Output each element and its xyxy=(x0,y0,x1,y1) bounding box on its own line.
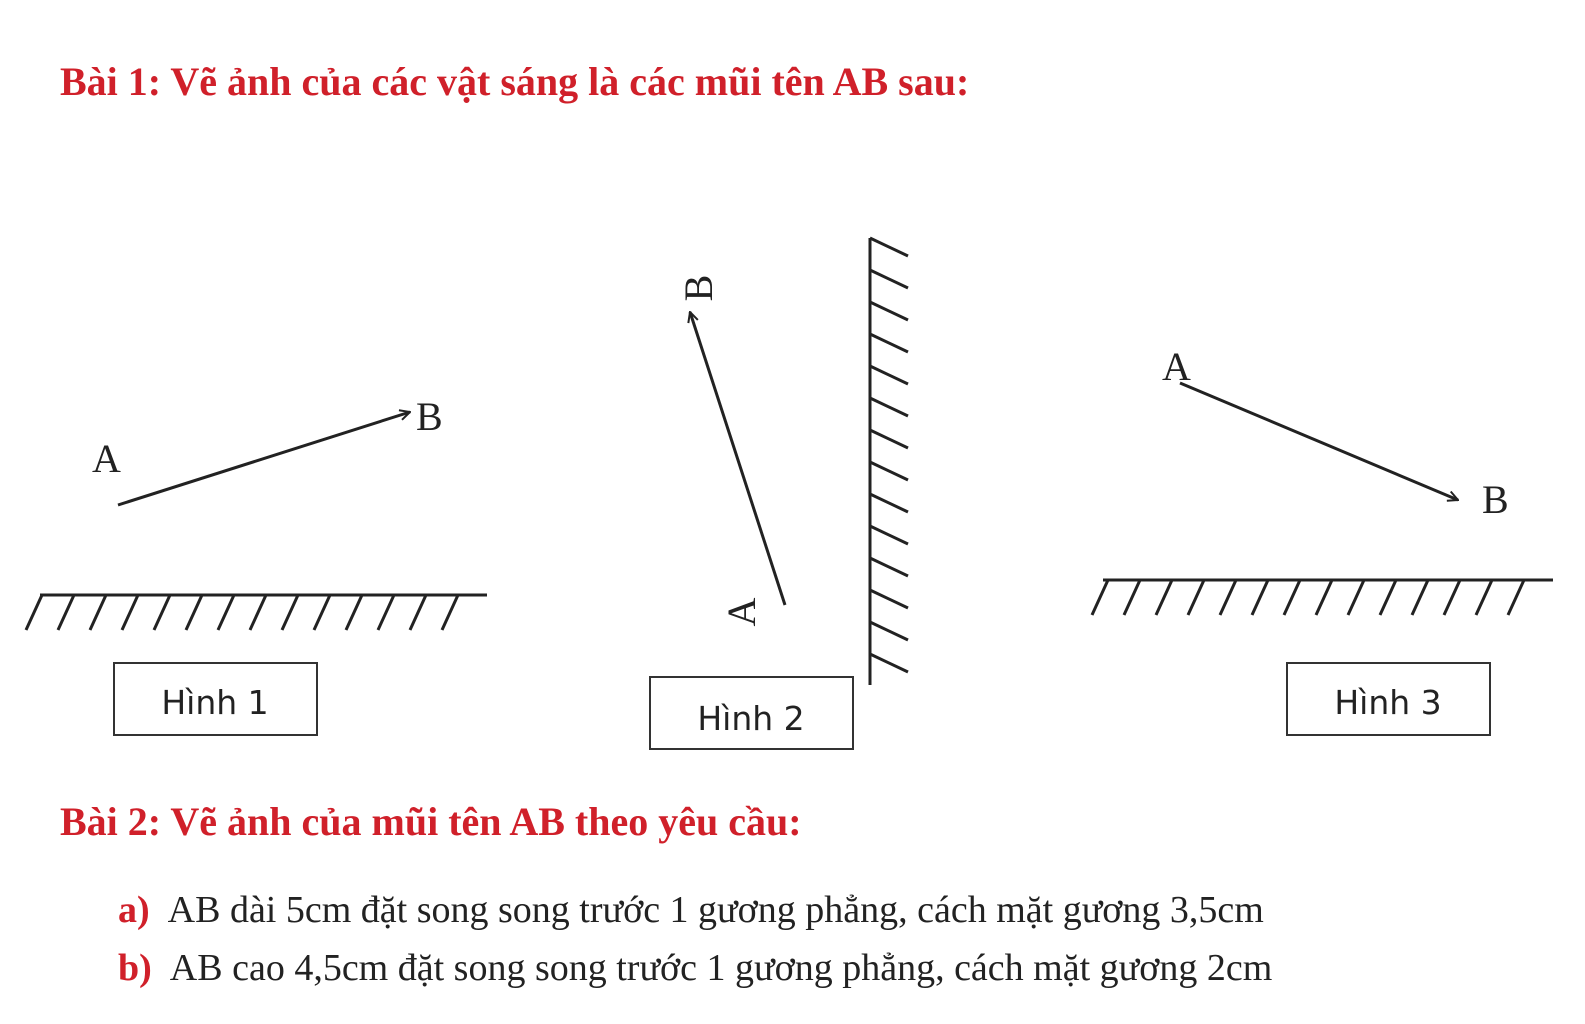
hatch-line xyxy=(1124,580,1140,615)
hatch-line xyxy=(870,430,908,448)
hatch-line xyxy=(378,595,394,630)
item-a-marker: a) xyxy=(118,889,150,931)
mirror-2-hatching xyxy=(870,238,908,672)
hatch-line xyxy=(870,494,908,512)
hatch-line xyxy=(870,398,908,416)
arrow-ab-3 xyxy=(1180,383,1458,500)
item-a-text: AB dài 5cm đặt song song trước 1 gương phẳng, cách mặt gương 3,5cm xyxy=(167,889,1264,931)
hatch-line xyxy=(1252,580,1268,615)
hatch-line xyxy=(870,622,908,640)
item-b-text: AB cao 4,5cm đặt song song trước 1 gương phẳng, cách mặt gương 2cm xyxy=(169,947,1273,989)
exercise-2-title: Bài 2: Vẽ ảnh của mũi tên AB theo yêu cầu: xyxy=(60,799,802,844)
hatch-line xyxy=(58,595,74,630)
label-b-1: B xyxy=(416,394,443,439)
exercise-2-item-b xyxy=(118,946,1272,990)
item-b-marker: b) xyxy=(118,947,152,989)
hatch-line xyxy=(1412,580,1428,615)
figure-3-caption: Hình 3 xyxy=(1334,683,1442,722)
hatch-line xyxy=(870,654,908,672)
hatch-line xyxy=(186,595,202,630)
hatch-line xyxy=(1092,580,1108,615)
mirror-3-hatching xyxy=(1092,580,1524,615)
hatch-line xyxy=(154,595,170,630)
mirror-1-hatching xyxy=(26,595,458,630)
hatch-line xyxy=(314,595,330,630)
label-b-2: B xyxy=(676,274,721,302)
hatch-line xyxy=(122,595,138,630)
hatch-line xyxy=(250,595,266,630)
hatch-line xyxy=(870,526,908,544)
hatch-line xyxy=(870,462,908,480)
hatch-line xyxy=(1348,580,1364,615)
hatch-line xyxy=(1284,580,1300,615)
hatch-line xyxy=(1220,580,1236,615)
hatch-line xyxy=(870,590,908,608)
label-a-3: A xyxy=(1162,344,1191,389)
hatch-line xyxy=(1156,580,1172,615)
hatch-line xyxy=(870,366,908,384)
label-a-2: A xyxy=(719,597,764,627)
arrow-ab-2 xyxy=(690,312,785,605)
exercise-1-title: Bài 1: Vẽ ảnh của các vật sáng là các mũi tên AB sau: xyxy=(60,59,970,104)
figure-1-caption: Hình 1 xyxy=(161,683,269,722)
figure-2-caption: Hình 2 xyxy=(697,699,805,738)
hatch-line xyxy=(346,595,362,630)
hatch-line xyxy=(870,270,908,288)
figure-3 xyxy=(1092,344,1553,735)
label-b-3: B xyxy=(1482,477,1509,522)
figure-2 xyxy=(650,238,908,749)
hatch-line xyxy=(26,595,42,630)
hatch-line xyxy=(442,595,458,630)
hatch-line xyxy=(218,595,234,630)
hatch-line xyxy=(410,595,426,630)
arrow-ab-1 xyxy=(118,412,410,505)
hatch-line xyxy=(90,595,106,630)
hatch-line xyxy=(870,558,908,576)
hatch-line xyxy=(1444,580,1460,615)
exercise-2-item-a xyxy=(118,888,1264,932)
hatch-line xyxy=(870,238,908,256)
hatch-line xyxy=(1316,580,1332,615)
hatch-line xyxy=(870,334,908,352)
hatch-line xyxy=(870,302,908,320)
hatch-line xyxy=(1508,580,1524,615)
hatch-line xyxy=(1380,580,1396,615)
label-a-1: A xyxy=(92,436,121,481)
hatch-line xyxy=(282,595,298,630)
hatch-line xyxy=(1188,580,1204,615)
hatch-line xyxy=(1476,580,1492,615)
figure-1 xyxy=(26,394,487,735)
